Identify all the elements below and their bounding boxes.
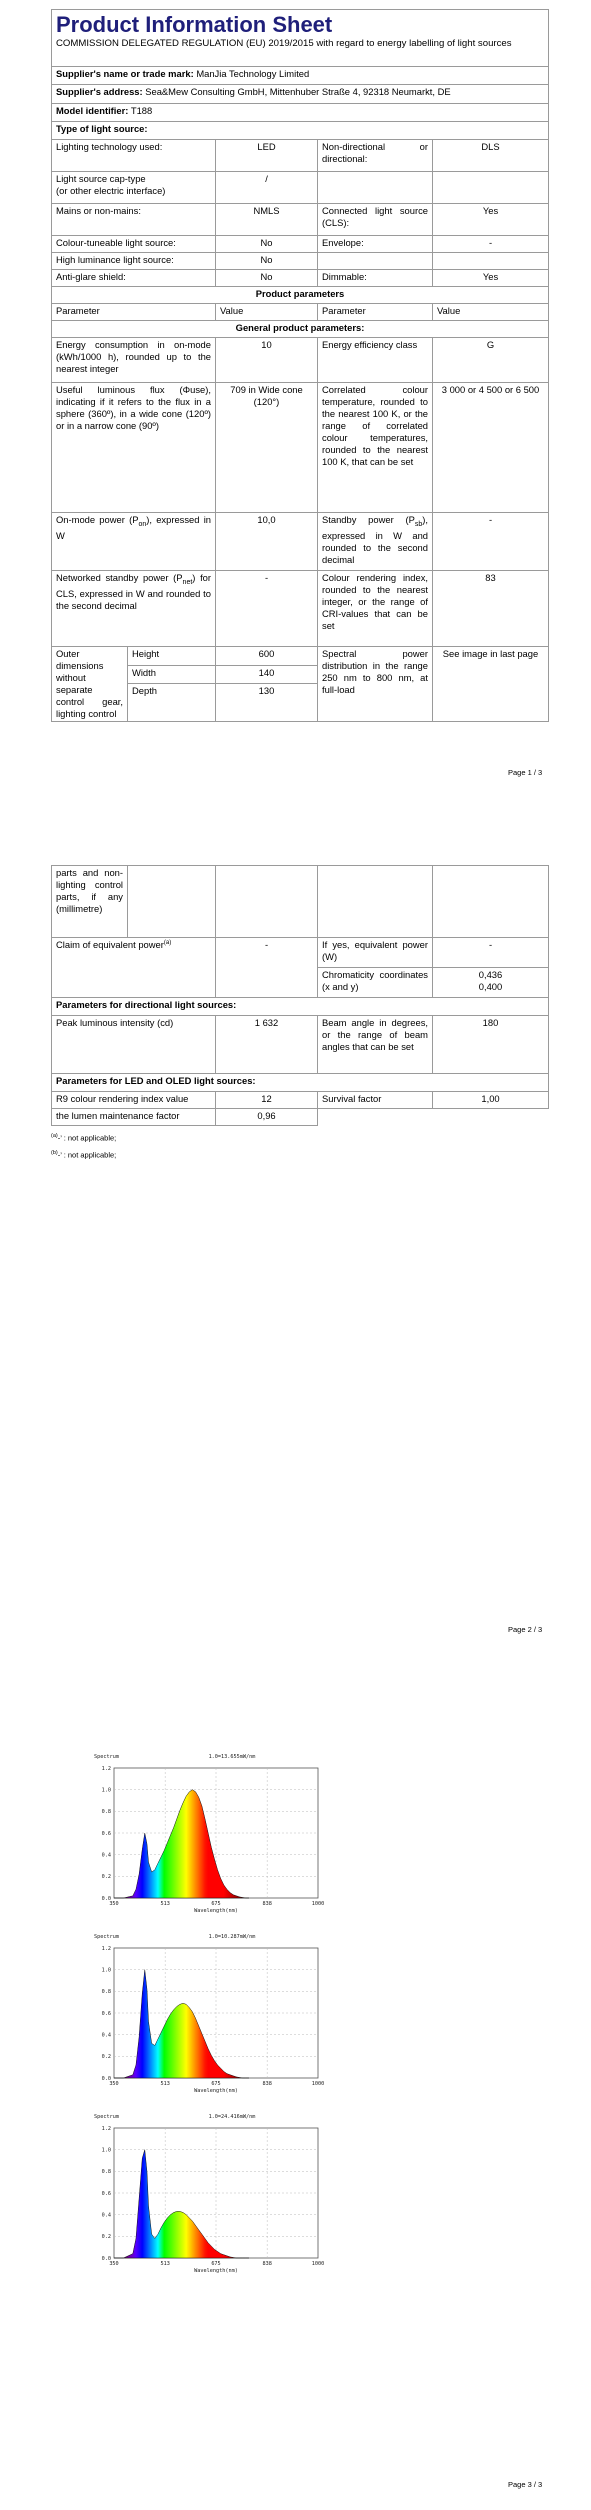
colour-temperature-label: Correlated colour temperature, rounded to the nearest 100 K, or the range of correlated colour temperatures, rounded to the nearest 100 K, that can be set [318,383,433,513]
chromaticity-label: Chromaticity coordinates (x and y) [318,968,433,998]
colour-tuneable-label: Colour-tuneable light source: [52,236,216,253]
depth-value: 130 [216,684,318,722]
networked-standby-value: - [216,571,318,647]
empty-cell [433,253,549,270]
beam-angle-value: 180 [433,1016,549,1074]
general-parameters-heading: General product parameters: [52,321,549,338]
x-tick-label: 350 [109,2081,119,2087]
y-tick-label: 0.0 [101,1895,111,1902]
supplier-name-label: Supplier's name or trade mark: [56,68,194,79]
standby-power-label: Standby power $(P_{sb})$, expressed in W and rounded to the second decimal [318,513,433,571]
page-number: Page 3 / 3 [508,2480,543,2489]
empty-cell [433,866,549,938]
directional-parameters-heading: Parameters for directional light sources: [52,998,549,1016]
page-title: Product Information Sheet [56,12,333,37]
directional-value: DLS [433,140,549,172]
model-label: Model identifier: [56,105,129,116]
y-tick-label: 0.8 [101,1989,111,1996]
chart-annotation: 1.0=10.287mW/nm [208,1934,256,1940]
led-parameters-heading: Parameters for LED and OLED light sources: [52,1074,549,1092]
spectral-distribution-label: Spectral power distribution in the range 250 nm to 800 nm, at full-load [318,647,433,722]
x-tick-label: 1000 [311,2081,325,2087]
peak-intensity-value: 1 632 [216,1016,318,1074]
lighting-technology-label: Lighting technology used: [52,140,216,172]
empty-cell [433,172,549,204]
x-axis-label: Wavelength(nm) [194,2268,238,2274]
empty-cell [128,866,216,938]
mains-label: Mains or non-mains: [52,204,216,236]
energy-consumption-value: 10 [216,338,318,383]
supplier-name-row [52,67,549,85]
high-luminance-value: No [216,253,318,270]
x-tick-label: 675 [211,1901,221,1907]
supplier-address-value: Sea&Mew Consulting GmbH, Mittenhuber Straße 4, 92318 Neumarkt, DE [145,86,451,97]
spectrum-chart-2 [92,1932,332,2104]
colour-tuneable-value: No [216,236,318,253]
x-tick-label: 350 [109,2261,119,2267]
r9-value: 12 [216,1092,318,1109]
x-tick-label: 513 [160,2081,170,2087]
lighting-technology-value: LED [216,140,318,172]
directional-label: Non-directional or directional: [318,140,433,172]
y-tick-label: 1.2 [101,1765,111,1772]
column-header-parameter: Parameter [318,304,433,321]
x-tick-label: 838 [262,2261,272,2267]
dimmable-value: Yes [433,270,549,287]
y-tick-label: 0.6 [101,2010,111,2017]
spectrum-svg [92,1752,332,1924]
equivalent-power-claim-label: Claim of equivalent power$^{(a)}$ [52,938,216,998]
x-axis-label: Wavelength(nm) [194,2088,238,2094]
equivalent-power-value: - [433,938,549,968]
envelope-value: - [433,236,549,253]
x-tick-label: 1000 [311,1901,325,1907]
page-2 [0,860,591,1660]
supplier-address-row [52,85,549,104]
title-cell [52,10,549,67]
y-tick-label: 0.2 [101,2234,111,2241]
beam-angle-label: Beam angle in degrees, or the range of beam angles that can be set [318,1016,433,1074]
y-tick-label: 1.0 [101,1787,111,1794]
cap-type-value: / [216,172,318,204]
empty-cell [216,866,318,938]
chromaticity-x: 0,436 [478,969,503,980]
chart-annotation: 1.0=24.416mW/nm [208,2114,256,2120]
empty-cell [318,253,433,270]
chart-title: Spectrum [94,1754,119,1760]
product-info-table [51,9,549,722]
product-info-table-continued [51,865,549,1126]
product-parameters-heading: Product parameters [52,287,549,304]
spectrum-chart-3 [92,2112,332,2284]
spectrum-svg [92,2112,332,2284]
column-header-value: Value [433,304,549,321]
chromaticity-value [433,968,549,998]
colour-temperature-value: 3 000 or 4 500 or 6 500 [433,383,549,513]
y-tick-label: 1.0 [101,2147,111,2154]
energy-consumption-label: Energy consumption in on-mode (kWh/1000 h), rounded up to the nearest integer [52,338,216,383]
y-tick-label: 1.2 [101,1945,111,1952]
chart-annotation: 1.0=13.655mW/nm [208,1754,256,1760]
cap-type-label: Light source cap-type (or other electric interface) [52,172,216,204]
regulation-subtitle: COMMISSION DELEGATED REGULATION (EU) 2019/2015 with regard to energy labelling of light sources [56,38,512,49]
y-tick-label: 0.0 [101,2255,111,2262]
spectrum-svg [92,1932,332,2104]
info-sheet-part-2 [51,865,548,1162]
column-header-value: Value [216,304,318,321]
y-tick-label: 0.4 [101,2032,111,2039]
page-number: Page 2 / 3 [508,1625,543,1634]
x-tick-label: 350 [109,1901,119,1907]
empty-cell [318,866,433,938]
high-luminance-label: High luminance light source: [52,253,216,270]
y-tick-label: 0.6 [101,1830,111,1837]
onmode-power-label: On-mode power $(P_{on})$, expressed in W [52,513,216,571]
chromaticity-y: 0,400 [478,981,503,993]
onmode-power-value: 10,0 [216,513,318,571]
supplier-name-value: ManJia Technology Limited [196,68,310,79]
x-tick-label: 675 [211,2261,221,2267]
lumen-maintenance-label: the lumen maintenance factor [52,1109,216,1126]
survival-factor-value: 1,00 [433,1092,549,1109]
x-tick-label: 1000 [311,2261,325,2267]
y-tick-label: 1.2 [101,2125,111,2132]
page-3 [0,1700,591,2510]
spectral-distribution-value: See image in last page [433,647,549,722]
y-tick-label: 0.0 [101,2075,111,2082]
cri-value: 83 [433,571,549,647]
cri-label: Colour rendering index, rounded to the nearest integer, or the range of CRI-values that can be set [318,571,433,647]
page-1 [0,0,591,790]
cls-label: Connected light source (CLS): [318,204,433,236]
chart-title: Spectrum [94,2114,119,2120]
footnote-b: $^{(b)}$-’ : not applicable; [51,1149,117,1159]
dimmable-label: Dimmable: [318,270,433,287]
supplier-address-label: Supplier's address: [56,86,143,97]
y-tick-label: 0.8 [101,1809,111,1816]
standby-power-value: - [433,513,549,571]
empty-cell [433,1109,549,1126]
y-tick-label: 0.4 [101,1852,111,1859]
peak-intensity-label: Peak luminous intensity (cd) [52,1016,216,1074]
y-tick-label: 1.0 [101,1967,111,1974]
anti-glare-label: Anti-glare shield: [52,270,216,287]
energy-class-label: Energy efficiency class [318,338,433,383]
cls-value: Yes [433,204,549,236]
page-number: Page 1 / 3 [508,768,543,777]
width-label: Width [128,665,216,684]
footnote-a: $^{(a)}$-’ : not applicable; [51,1133,117,1143]
spectrum-chart-1 [92,1752,332,1924]
survival-factor-label: Survival factor [318,1092,433,1109]
width-value: 140 [216,665,318,684]
r9-label: R9 colour rendering index value [52,1092,216,1109]
empty-cell [318,1109,433,1126]
x-tick-label: 675 [211,2081,221,2087]
x-tick-label: 838 [262,1901,272,1907]
column-header-parameter: Parameter [52,304,216,321]
y-tick-label: 0.6 [101,2190,111,2197]
empty-cell [318,172,433,204]
y-tick-label: 0.2 [101,1874,111,1881]
depth-label: Depth [128,684,216,722]
height-value: 600 [216,647,318,666]
anti-glare-value: No [216,270,318,287]
height-label: Height [128,647,216,666]
luminous-flux-value: 709 in Wide cone (120°) [216,383,318,513]
energy-class-value: G [433,338,549,383]
light-type-heading: Type of light source: [52,122,549,140]
info-sheet-part-1 [51,9,548,722]
x-tick-label: 513 [160,2261,170,2267]
outer-dimensions-label: Outer dimensions without separate control gear, lighting control [52,647,128,722]
mains-value: NMLS [216,204,318,236]
model-value: T188 [130,105,153,116]
model-row [52,104,549,122]
y-tick-label: 0.2 [101,2054,111,2061]
outer-dimensions-label-continued: parts and non-lighting control parts, if any (millimetre) [52,866,128,938]
equivalent-power-label: If yes, equivalent power (W) [318,938,433,968]
y-tick-label: 0.8 [101,2169,111,2176]
x-tick-label: 513 [160,1901,170,1907]
x-axis-label: Wavelength(nm) [194,1908,238,1914]
envelope-label: Envelope: [318,236,433,253]
y-tick-label: 0.4 [101,2212,111,2219]
x-tick-label: 838 [262,2081,272,2087]
chart-title: Spectrum [94,1934,119,1940]
lumen-maintenance-value: 0,96 [216,1109,318,1126]
luminous-flux-label: Useful luminous flux (Φuse), indicating if it refers to the flux in a sphere (360º), in a wide cone (120º) or in a narrow cone (90º) [52,383,216,513]
networked-standby-label: Networked standby power $(P_{net})$ for CLS, expressed in W and rounded to the second decimal [52,571,216,647]
equivalent-power-claim-value: - [216,938,318,998]
